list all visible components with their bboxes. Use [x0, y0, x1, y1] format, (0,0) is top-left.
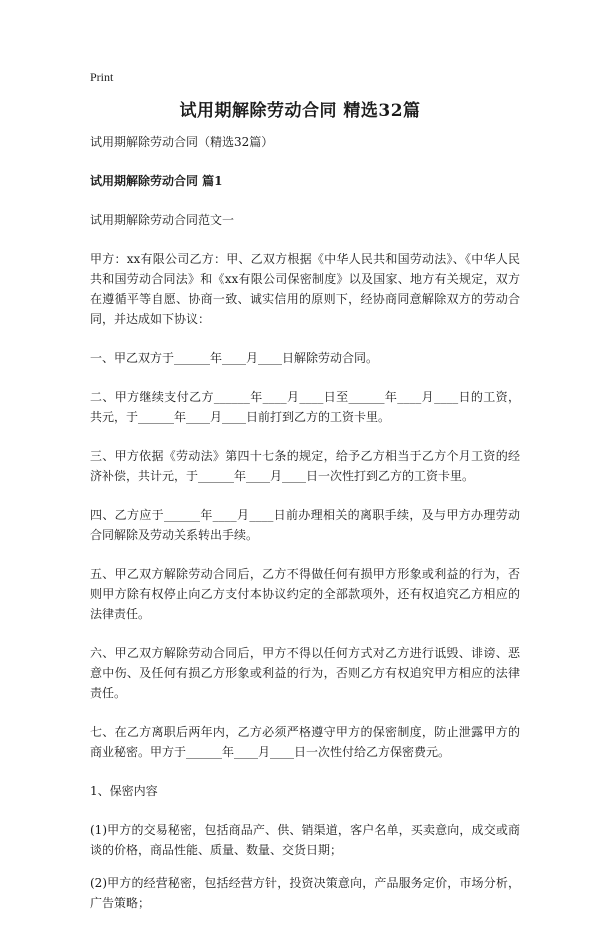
paragraph: 1、保密内容	[90, 784, 158, 798]
paragraph: (2)甲方的经营秘密，包括经营方针，投资决策意向，产品服务定价，市场分析，广告策略；	[90, 876, 520, 910]
paragraph: 四、乙方应于______年____月____日前办理相关的离职手续，及与甲方办理劳动合同解除及劳动关系转出手续。	[90, 508, 520, 542]
print-label: Print	[90, 70, 114, 84]
paragraph: 甲方：xx有限公司乙方：甲、乙双方根据《中华人民共和国劳动法》、《中华人民共和国劳动合同法》和《xx有限公司保密制度》以及国家、地方有关规定，双方在遵循平等自愿、协商一致、诚实信用的原则下，经协商同意解除双方的劳动合同，并达成如下协议：	[90, 252, 520, 326]
paragraph: 七、在乙方离职后两年内，乙方必须严格遵守甲方的保密制度，防止泄露甲方的商业秘密。甲方于______年____月____日一次性付给乙方保密费元。	[90, 725, 520, 759]
document-body	[90, 132, 520, 932]
paragraph: 六、甲乙双方解除劳动合同后，甲方不得以任何方式对乙方进行诋毁、诽谤、恶意中伤、及任何有损乙方形象或利益的行为，否则乙方有权追究甲方相应的法律责任。	[90, 646, 520, 700]
paragraph: 二、甲方继续支付乙方______年____月____日至______年____月____日的工资，共元，于______年____月____日前打到乙方的工资卡里。	[90, 390, 520, 424]
paragraph: (1)甲方的交易秘密，包括商品产、供、销渠道，客户名单，买卖意向，成交或商谈的价格，商品性能、质量、数量、交货日期；	[90, 823, 520, 857]
paragraph: 试用期解除劳动合同（精选32篇）	[90, 135, 274, 149]
section-heading: 试用期解除劳动合同 篇1	[90, 174, 223, 188]
paragraph: 试用期解除劳动合同范文一	[90, 213, 235, 227]
paragraph: 一、甲乙双方于______年____月____日解除劳动合同。	[90, 351, 379, 365]
document-title: 试用期解除劳动合同 精选32篇	[179, 101, 421, 121]
paragraph: 三、甲方依据《劳动法》第四十七条的规定，给予乙方相当于乙方个月工资的经济补偿，共计元，于______年____月____日一次性打到乙方的工资卡里。	[90, 449, 520, 483]
paragraph: 五、甲乙双方解除劳动合同后，乙方不得做任何有损甲方形象或利益的行为，否则甲方除有权停止向乙方支付本协议约定的全部款项外，还有权追究乙方相应的法律责任。	[90, 567, 520, 621]
